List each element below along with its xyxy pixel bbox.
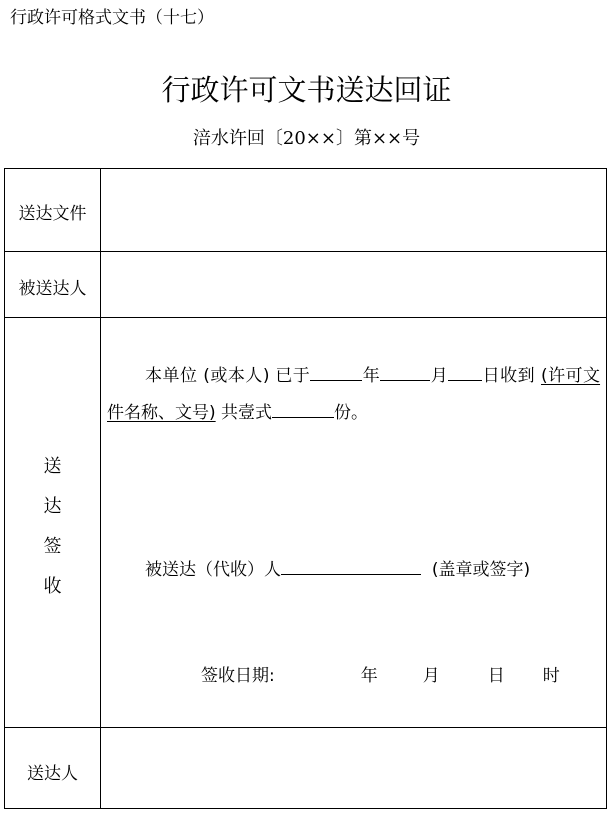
document-name-placeholder[interactable]: (许可文件名称、文号) [107,366,601,423]
document-title: 行政许可文书送达回证 [161,73,452,107]
sign-date-hour: 时 [542,666,560,686]
document-number: 涪水许回〔20××〕第××号 [192,128,421,149]
sender-value-cell[interactable] [101,728,607,809]
sign-label-cell [5,318,101,728]
sign-vertical-label [5,439,100,607]
signer-label: 被送达（代收）人 [145,560,281,580]
signer-line [145,554,530,583]
sign-date-month: 月 [422,666,440,686]
receipt-day-received: 日收到 [482,366,536,386]
year-blank[interactable] [310,360,362,381]
sign-content-cell [101,318,607,728]
month-blank[interactable] [380,360,430,381]
document-label-cell [5,169,101,252]
sign-date-year: 年 [360,666,378,686]
recipient-value-cell[interactable] [101,252,607,318]
sign-date-line [201,663,560,689]
recipient-label: 被送达人 [18,278,87,299]
table-row-document [5,169,607,252]
sign-label-char: 送 [43,455,62,477]
recipient-label-cell [5,252,101,318]
sign-date-day: 日 [487,666,505,686]
table-row-sender [5,728,607,809]
delivery-receipt-table [4,168,607,809]
receipt-statement [107,358,600,432]
sign-label-char: 签 [43,535,62,557]
form-type-note: 行政许可格式文书（十七） [10,8,214,28]
receipt-prefix: 本单位 (或本人) 已于 [145,366,311,386]
document-value-cell[interactable] [101,169,607,252]
receipt-month: 月 [430,366,449,386]
sender-label-cell [5,728,101,809]
sender-label: 送达人 [27,764,78,784]
signer-note: (盖章或签字) [431,560,531,580]
signer-blank[interactable] [281,554,421,575]
document-label: 送达文件 [18,204,87,224]
day-blank[interactable] [448,360,482,381]
sign-label-char: 收 [43,575,62,597]
sign-date-label: 签收日期: [201,666,275,686]
table-row-sign [5,318,607,728]
copies-prefix: 共壹式 [221,403,273,423]
copies-suffix: 份。 [334,403,369,423]
receipt-year: 年 [362,366,381,386]
sign-label-char: 达 [43,495,62,517]
copies-blank[interactable] [272,397,334,418]
table-row-recipient [5,252,607,318]
